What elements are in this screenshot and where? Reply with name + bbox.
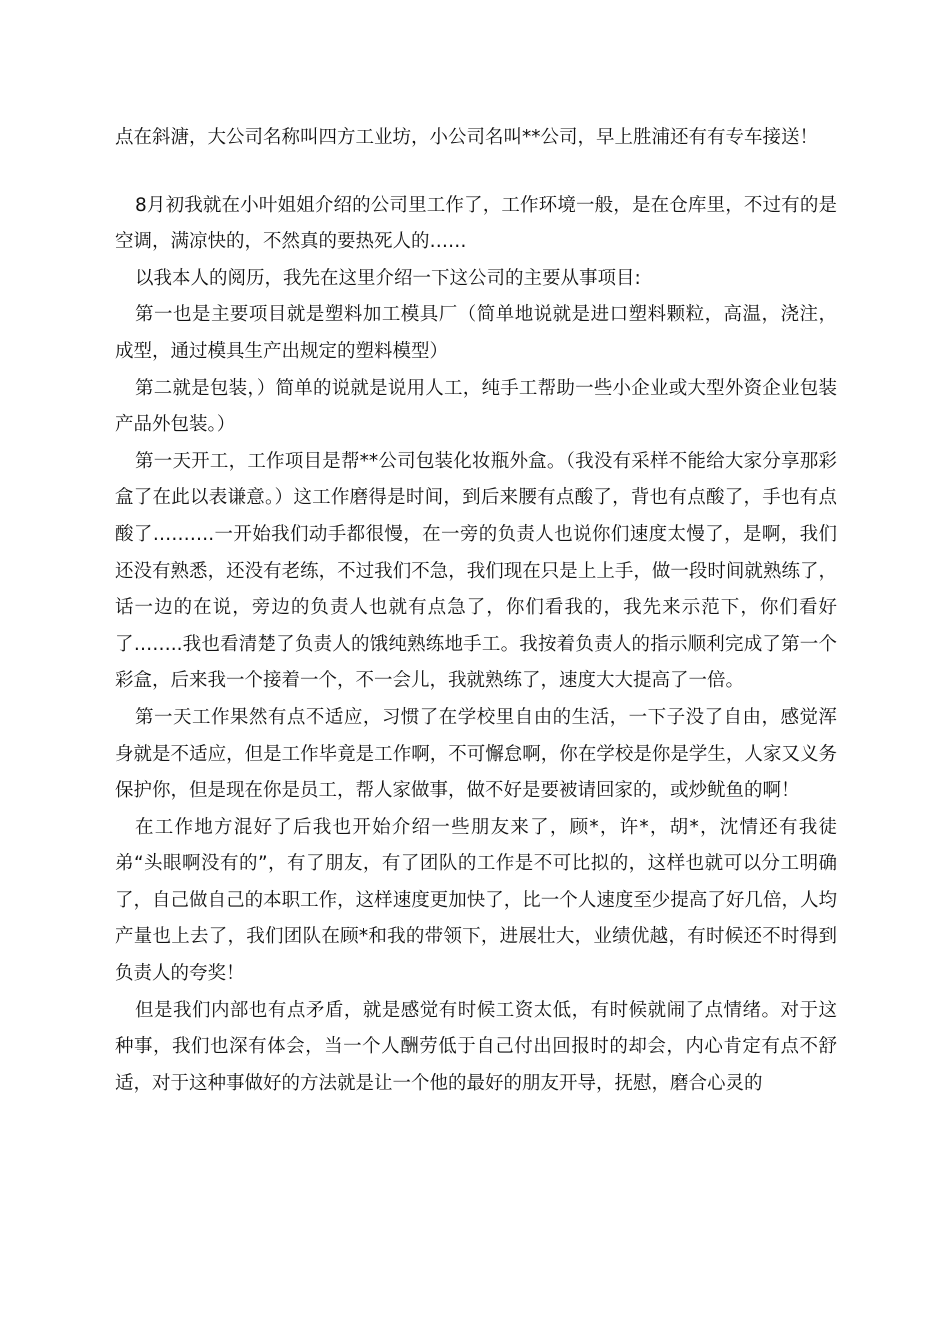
document-body <box>115 120 837 1102</box>
paragraph-3: 以我本人的阅历，我先在这里介绍一下这公司的主要从事项目: <box>135 267 641 289</box>
paragraph-1: 点在斜溏，大公司名称叫四方工业坊，小公司名叫**公司，早上胜浦还有有专车接送！ <box>115 127 819 148</box>
paragraph-2: 8月初我就在小叶姐姐介绍的公司里工作了，工作环境一般，是在仓库里，不过有的是空调，满凉快的，不然真的要热死人的…… <box>115 194 837 253</box>
paragraph-7: 第一天工作果然有点不适应，习惯了在学校里自由的生活，一下子没了自由，感觉浑身就是不适应，但是工作毕竟是工作啊，不可懈怠啊，你在学校是你是学生，人家又义务保护你，但是现在你是员工，帮人家做事，做不好是要被请回家的，或炒鱿鱼的啊！ <box>115 706 837 802</box>
paragraph-5: 第二就是包装，）简单的说就是说用人工，纯手工帮助一些小企业或大型外资企业包装产品外包装。） <box>115 377 837 436</box>
paragraph-4: 第一也是主要项目就是塑料加工模具厂（简单地说就是进口塑料颗粒，高温，浇注，成型，通过模具生产出规定的塑料模型） <box>115 304 837 362</box>
paragraph-9: 但是我们内部也有点矛盾，就是感觉有时候工资太低，有时候就闹了点情绪。对于这种事，我们也深有体会，当一个人酬劳低于自己付出回报时的却会，内心肯定有点不舒适，对于这种事做好的方法就是让一个他的最好的朋友开导，抚慰，磨合心灵的 <box>115 999 837 1094</box>
paragraph-8: 在工作地方混好了后我也开始介绍一些朋友来了，顾*，许*，胡*，沈情还有我徒弟“头眼啊没有的”，有了朋友，有了团队的工作是不可比拟的，这样也就可以分工明确了，自己做自己的本职工作，这样速度更加快了，比一个人速度至少提高了好几倍，人均产量也上去了，我们团队在顾*和我的带领下，进展壮大，业绩优越，有时候还不时得到负责人的夸奖！ <box>115 816 837 985</box>
paragraph-6: 第一天开工，工作项目是帮**公司包装化妆瓶外盒。（我没有采样不能给大家分享那彩盒了在此以表谦意。）这工作磨得是时间，到后来腰有点酸了，背也有点酸了，手也有点酸了……….一开始我们动手都很慢，在一旁的负责人也说你们速度太慢了，是啊，我们还没有熟悉，还没有老练，不过我们不急，我们现在只是上上手，做一段时间就熟练了，话一边的在说，旁边的负责人也就有点急了，你们看我的，我先来示范下，你们看好了……..我也看清楚了负责人的饿纯熟练地手工。我按着负责人的指示顺利完成了第一个彩盒，后来我一个接着一个，不一会儿，我就熟练了，速度大大提高了一倍。 <box>115 450 837 692</box>
